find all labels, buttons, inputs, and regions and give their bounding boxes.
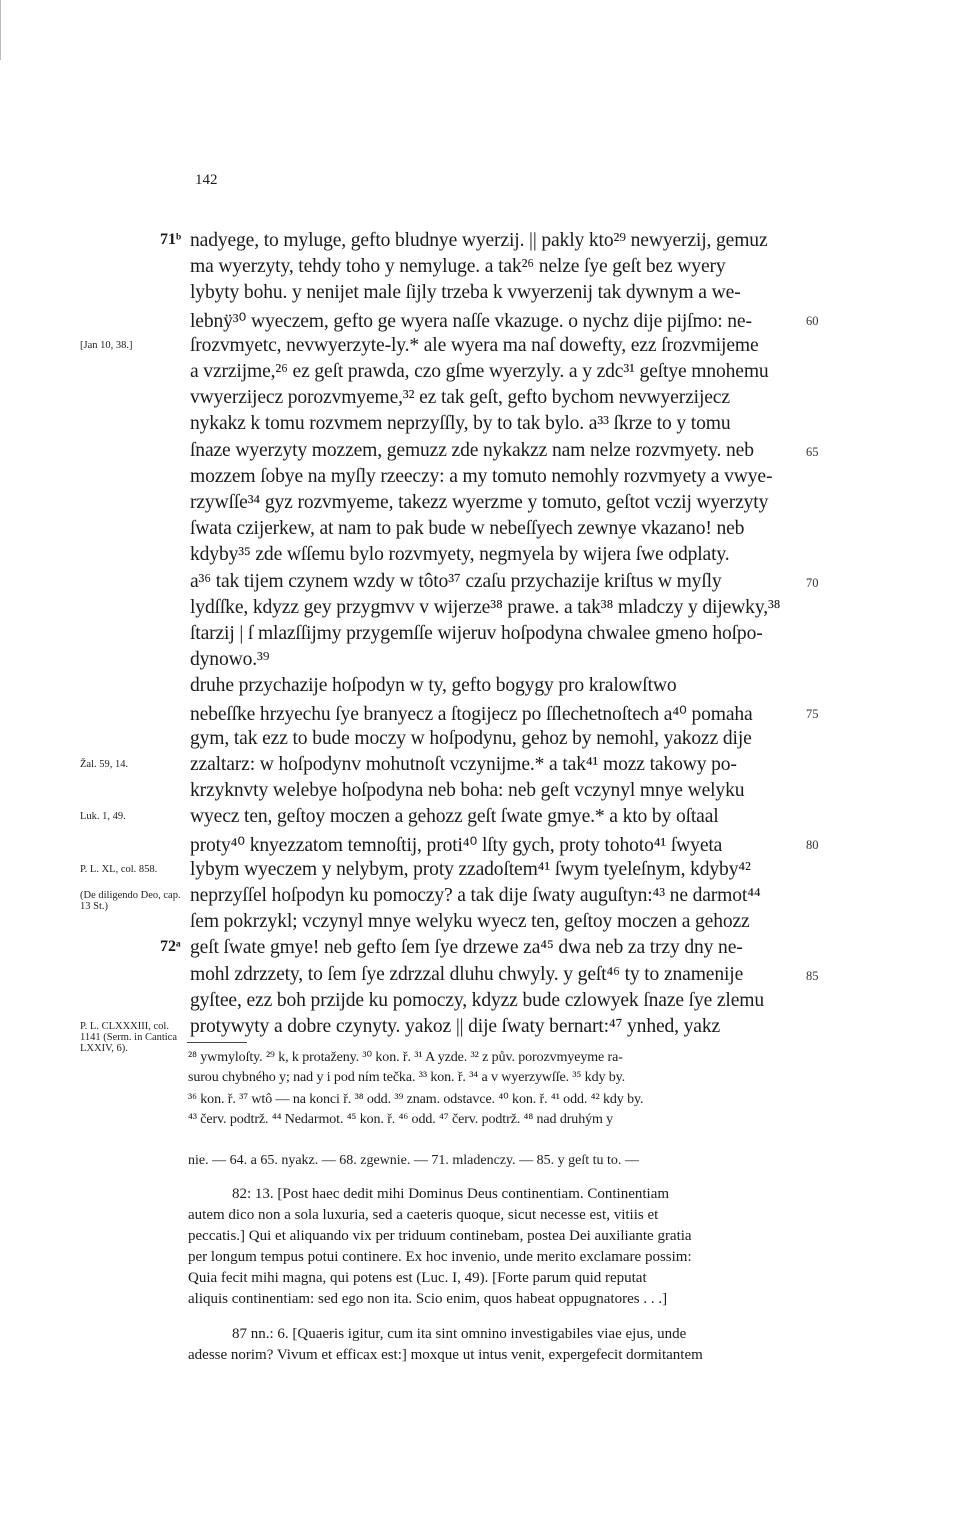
margin-reference: (De diligendo Deo, cap. 13 St.) bbox=[80, 890, 181, 912]
commentary-line: Quia fecit mihi magna, qui potens est (Luc. I, 49). [Forte parum quid reputat bbox=[188, 1270, 647, 1286]
margin-reference: P. L. CLXXXIII, col. 1141 (Serm. in Cantica LXXIV, 6). bbox=[80, 1021, 178, 1054]
folio-marker: 71ᵇ bbox=[160, 231, 182, 248]
margin-reference: P. L. XL, col. 858. bbox=[80, 863, 158, 875]
line-number: 65 bbox=[806, 444, 819, 459]
line-number: 70 bbox=[806, 575, 819, 590]
scan-edge-rule bbox=[0, 0, 1, 60]
text-line: protywyty a dobre czynyty. yakoz || dije ſwaty bernart:⁴⁷ ynhed, yakz bbox=[190, 1016, 721, 1037]
folio-marker: 72ᵃ bbox=[160, 938, 181, 956]
footnote-line: ⁴³ červ. podtrž. ⁴⁴ Nedarmot. ⁴⁵ kon. ř. ⁴⁶ odd. ⁴⁷ červ. podtrž. ⁴⁸ nad druhým y bbox=[188, 1112, 614, 1127]
variant-readings: nie. — 64. a 65. nyakz. — 68. zgewnie. — 71. mladenczy. — 85. y geſt tu to. — bbox=[188, 1153, 639, 1168]
commentary-line: 82: 13. [Post haec dedit mihi Dominus Deus continentiam. Continentiam bbox=[232, 1186, 670, 1202]
text-line: nykakz k tomu rozvmem neprzyſſly, by to tak bylo. a³³ ſkrze to y tomu bbox=[190, 413, 731, 435]
text-line: krzyknvty welebye hoſpodyna neb boha: neb geſt vczynyl mnye welyku bbox=[190, 780, 745, 802]
text-line: ſwata czijerkew, at nam to pak bude w nebeſſyech zewnye vkazano! neb bbox=[190, 518, 745, 540]
footnote-line: ³⁶ kon. ř. ³⁷ wtô — na konci ř. ³⁸ odd. ³⁹ znam. odstavce. ⁴⁰ kon. ř. ⁴¹ odd. ⁴² kdy by. bbox=[188, 1092, 644, 1107]
commentary-line: autem dico non a sola luxuria, sed a caeteris quoque, sicut necesse est, vitiis et bbox=[188, 1207, 659, 1223]
text-line: neprzyſſel hoſpodyn ku pomoczy? a tak dije ſwaty auguſtyn:⁴³ ne darmot⁴⁴ bbox=[190, 885, 761, 906]
footnote-separator bbox=[187, 1042, 247, 1043]
text-line: ſnaze wyerzyty mozzem, gemuzz zde nykakzz nam nelze rozvmyety. neb bbox=[190, 439, 754, 461]
text-line: ſem pokrzykl; vczynyl mnye welyku wyecz ten, geſtoy moczen a gehozz bbox=[190, 911, 750, 933]
commentary-line: peccatis.] Qui et aliquando vix per triduum continebam, postea Dei auxiliante gratia bbox=[188, 1228, 692, 1244]
text-line: ma wyerzyty, tehdy toho y nemyluge. a tak²⁶ nelze ſye geſt bez wyery bbox=[190, 256, 726, 278]
line-number: 85 bbox=[806, 968, 819, 983]
text-line: gyſtee, ezz boh przijde ku pomoczy, kdyzz bude czlowyek ſnaze ſye zlemu bbox=[190, 989, 765, 1011]
commentary-line: adesse norim? Vivum et efficax est:] moxque ut intus venit, expergefecit dormitantem bbox=[188, 1347, 703, 1363]
text-line: a vzrzijme,²⁶ ez geſt prawda, czo gſme wyerzyly. a y zdc³¹ geſtye mnohemu bbox=[190, 361, 769, 382]
text-line: a³⁶ tak tijem czynem wzdy w tôto³⁷ czaſu przychazije kriſtus w myſly bbox=[190, 570, 722, 592]
commentary-line: per longum tempus potui continere. Ex hoc invenio, unde merito exclamare possim: bbox=[188, 1249, 692, 1265]
text-line: rzywſſe³⁴ gyz rozvmyeme, takezz wyerzme y tomuto, geſtot vczij wyerzyty bbox=[190, 492, 769, 513]
text-line: lydſſke, kdyzz gey przygmvv v wijerze³⁸ prawe. a tak³⁸ mladczy y dijewky,³⁸ bbox=[190, 596, 781, 618]
text-line: lebnÿ³⁰ wyeczem, gefto ge wyera naſſe vkazuge. o nychz dije pijſmo: ne- bbox=[190, 310, 752, 332]
text-line: lybym wyeczem y nelybym, proty zzadoſtem⁴¹ ſwym tyeleſnym, kdyby⁴² bbox=[190, 858, 751, 880]
text-line: lybyty bohu. y nenijet male ſijly trzeba k vwyerzenij tak dywnym a we- bbox=[190, 282, 741, 304]
text-line: wyecz ten, geſtoy moczen a gehozz geſt ſwate gmye.* a kto by oſtaal bbox=[190, 806, 719, 828]
text-line: mozzem ſobye na myſly rzeeczy: a my tomuto nemohly rozvmyety a vwye- bbox=[190, 465, 773, 487]
text-line: ſrozvmyetc, nevwyerzyte-ly.* ale wyera ma naſ dowefty, ezz ſrozvmijeme bbox=[190, 334, 759, 356]
commentary-line: aliquis continentiam: sed ego non ita. Scio enim, quos habeat oppugnatores . . .] bbox=[188, 1291, 668, 1307]
margin-reference: Žal. 59, 14. bbox=[80, 759, 129, 770]
footnote-line: ²⁸ ywmyloſty. ²⁹ k, k protaženy. ³⁰ kon. ř. ³¹ A yzde. ³² z pův. porozvmyeyme ra- bbox=[188, 1050, 623, 1065]
text-line: zzaltarz: w hoſpodynv mohutnoſt vczynijme.* a tak⁴¹ mozz takowy po- bbox=[190, 754, 737, 775]
page-number: 142 bbox=[195, 172, 218, 188]
text-line: geſt ſwate gmye! neb gefto ſem ſye drzewe za⁴⁵ dwa neb za trzy dny ne- bbox=[190, 937, 743, 959]
margin-reference: [Jan 10, 38.] bbox=[80, 339, 133, 351]
text-line: nadyege, to myluge, gefto bludnye wyerzij. || pakly kto²⁹ newyerzij, gemuz bbox=[190, 230, 768, 251]
text-line: druhe przychazije hoſpodyn w ty, gefto bogygy pro kralowſtwo bbox=[190, 675, 677, 697]
margin-reference: Luk. 1, 49. bbox=[80, 811, 126, 823]
text-line: gym, tak ezz to bude moczy w hoſpodynu, gehoz by nemohl, yakozz dije bbox=[190, 727, 752, 749]
text-line: nebeſſke hrzyechu ſye branyecz a ſtogijecz po ſſlechetnoſtech a⁴⁰ pomaha bbox=[190, 703, 753, 725]
text-line: vwyerzijecz porozvmyeme,³² ez tak geſt, gefto bychom nevwyerzijecz bbox=[190, 387, 730, 409]
line-number: 75 bbox=[806, 706, 819, 721]
text-line: kdyby³⁵ zde wſſemu bylo rozvmyety, negmyela by wijera ſwe odplaty. bbox=[190, 544, 730, 566]
footnote-line: surou chybného y; nad y i pod ním tečka. ³³ kon. ř. ³⁴ a v wyerzywſſe. ³⁵ kdy by. bbox=[188, 1070, 626, 1085]
line-number: 80 bbox=[806, 837, 819, 852]
line-number: 60 bbox=[806, 313, 819, 328]
commentary-line: 87 nn.: 6. [Quaeris igitur, cum ita sint omnino investigabiles viae ejus, unde bbox=[232, 1326, 687, 1342]
text-line: dynowo.³⁹ bbox=[190, 649, 270, 671]
text-line: mohl zdrzzety, to ſem ſye zdrzzal dluhu chwyly. y geſt⁴⁶ ty to znamenije bbox=[190, 963, 744, 985]
text-line: proty⁴⁰ knyezzatom temnoſtij, proti⁴⁰ lſty gych, proty tohoto⁴¹ ſwyeta bbox=[190, 834, 723, 856]
text-line: ſtarzij | ſ mlazſſijmy przygemſſe wijeruv hoſpodyna chwalee gmeno hoſpo- bbox=[190, 623, 763, 644]
